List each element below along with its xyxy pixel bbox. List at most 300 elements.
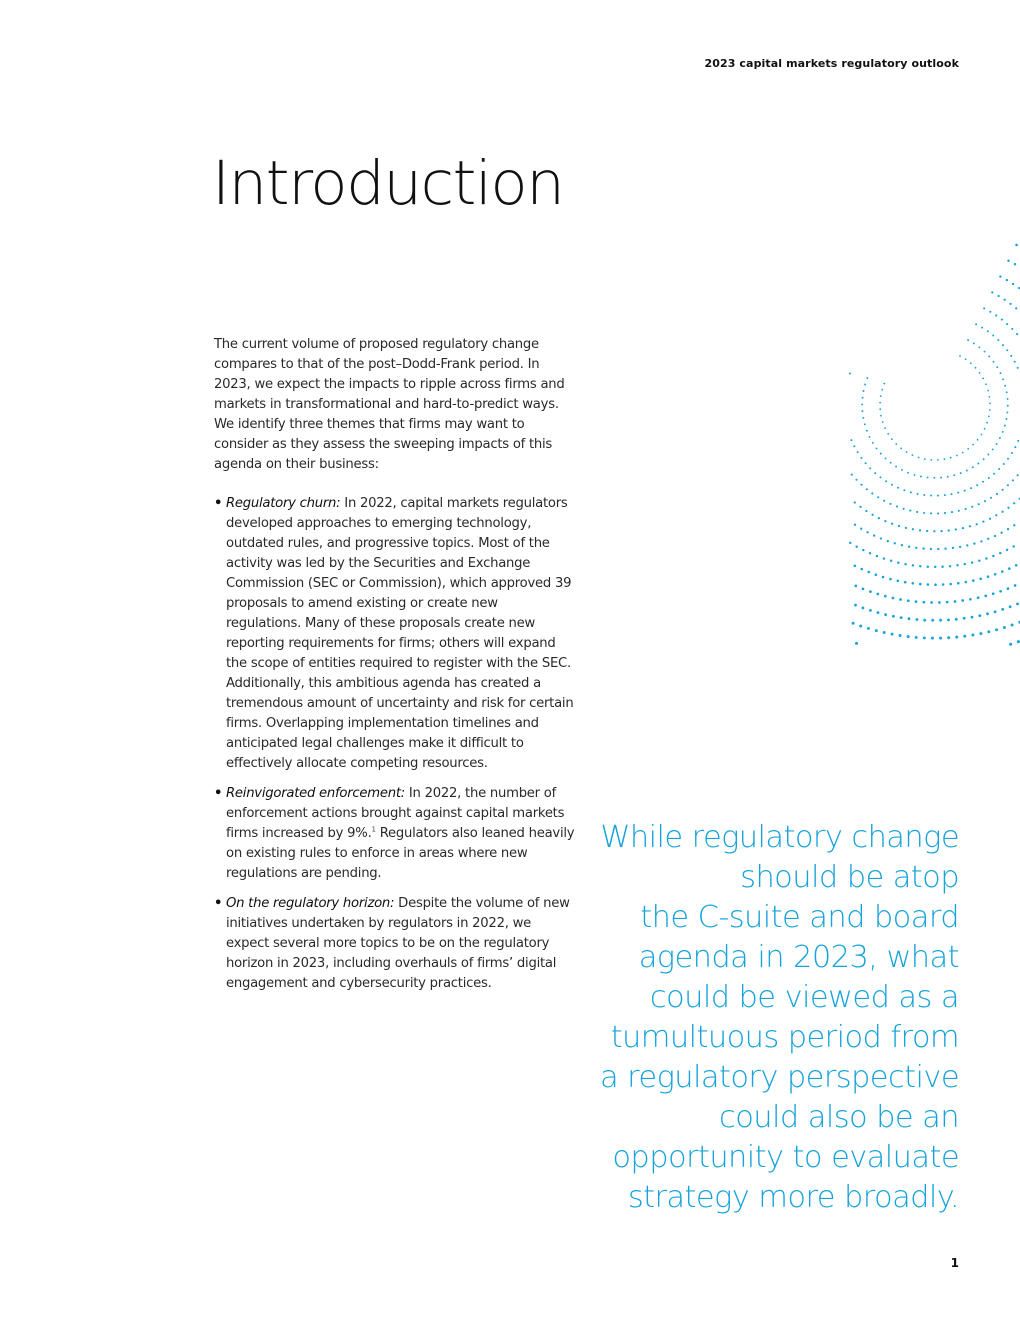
decorative-dot — [890, 560, 892, 562]
decorative-dot — [1017, 640, 1020, 643]
decorative-dot — [966, 544, 968, 546]
decorative-dot — [884, 613, 887, 616]
decorative-dot — [912, 582, 915, 585]
decorative-dot — [1017, 440, 1019, 442]
decorative-dot — [1006, 549, 1008, 551]
decorative-dot — [855, 642, 858, 645]
decorative-dot — [1015, 307, 1017, 309]
pull-quote-line: tumultuous period from — [610, 1020, 959, 1055]
decorative-dot — [1015, 564, 1018, 567]
decorative-dot — [989, 396, 991, 398]
decorative-dot — [972, 466, 974, 468]
decorative-dot — [873, 534, 875, 536]
decorative-dot — [946, 601, 949, 604]
decorative-dot — [975, 323, 977, 325]
decorative-dot — [992, 334, 994, 336]
decorative-dot — [922, 547, 924, 549]
decorative-dot — [914, 474, 916, 476]
intro-paragraph: The current volume of proposed regulatory change compares to that of the post–Dodd-Frank period. In 2023, we expect the impacts to ripple across firms and markets in transformational and hard-to-predict ways. We identify three themes that firms may want to consider as they assess the sweeping impacts of this agenda on their business: — [214, 337, 565, 472]
decorative-dot — [942, 583, 945, 586]
decorative-dot — [884, 520, 886, 522]
decorative-dot — [863, 390, 865, 392]
decorative-dot — [963, 617, 966, 620]
decorative-dot — [903, 508, 905, 510]
decorative-dot — [883, 500, 885, 502]
decorative-dot — [961, 599, 964, 602]
decorative-dot — [880, 395, 882, 397]
decorative-dot — [950, 457, 952, 459]
decorative-dot — [860, 484, 862, 486]
decorative-dot — [849, 372, 851, 374]
decorative-dot — [883, 557, 885, 559]
dotted-arcs-graphic — [595, 165, 1020, 765]
decorative-dot — [859, 506, 861, 508]
decorative-dot — [957, 582, 960, 585]
decorative-dot — [1007, 260, 1009, 262]
decorative-dot — [1001, 511, 1003, 513]
decorative-dot — [971, 634, 974, 637]
decorative-dot — [892, 597, 895, 600]
decorative-dot — [880, 537, 882, 539]
decorative-dot — [1014, 263, 1016, 265]
page-title: Introduction — [212, 148, 564, 219]
decorative-dot — [959, 355, 961, 357]
decorative-dot — [987, 538, 989, 540]
decorative-dot — [978, 503, 980, 505]
decorative-dot — [877, 611, 880, 614]
decorative-dot — [1000, 532, 1002, 534]
decorative-dot — [854, 585, 857, 588]
decorative-dot — [866, 430, 868, 432]
pull-quote-line: could also be an — [719, 1100, 959, 1135]
decorative-dot — [910, 491, 912, 493]
decorative-dot — [883, 383, 885, 385]
decorative-dot — [876, 555, 878, 557]
decorative-dot — [900, 616, 903, 619]
decorative-dot — [1016, 333, 1018, 335]
decorative-dot — [984, 500, 986, 502]
decorative-dot — [1001, 570, 1004, 573]
decorative-dot — [956, 455, 958, 457]
decorative-dot — [933, 477, 935, 479]
list-item-text: In 2022, capital markets regulators developed approaches to emerging technology, outdated rules, and progressive topics. Most of the activity was led by the Securities and Exchange Commission (SEC or Commission), which approved 39 proposals to amend existing or create new regulations. Many of these proposals create new reporting requirements for firms; others will expand the scope of entities required to register with the SEC. Additionally, this ambitious agenda has created a tremendous amount of uncertainty and risk for certain firms. Overlapping implementation timelines and anticipated legal challenges make it difficult to effectively allocate competing resources. — [226, 496, 574, 771]
decorative-dot — [970, 487, 972, 489]
decorative-dot — [865, 462, 867, 464]
decorative-dot — [930, 601, 933, 604]
decorative-dot — [864, 384, 866, 386]
decorative-dot — [901, 544, 903, 546]
decorative-dot — [962, 452, 964, 454]
decorative-dot — [978, 346, 980, 348]
decorative-dot — [866, 488, 868, 490]
decorative-dot — [931, 637, 934, 640]
decorative-dot — [959, 546, 961, 548]
decorative-dot — [978, 559, 980, 561]
decorative-dot — [923, 636, 926, 639]
decorative-dot — [912, 564, 914, 566]
decorative-dot — [887, 433, 889, 435]
decorative-dot — [874, 472, 876, 474]
decorative-dot — [915, 547, 917, 549]
decorative-dot — [1013, 524, 1015, 526]
decorative-dot — [939, 619, 942, 622]
decorative-dot — [930, 494, 932, 496]
decorative-dot — [882, 576, 885, 579]
decorative-dot — [944, 512, 946, 514]
decorative-dot — [996, 493, 998, 495]
decorative-dot — [933, 530, 935, 532]
decorative-dot — [1017, 474, 1019, 476]
decorative-dot — [1011, 452, 1013, 454]
decorative-dot — [1003, 463, 1005, 465]
decorative-dot — [977, 596, 980, 599]
decorative-dot — [896, 505, 898, 507]
decorative-dot — [980, 540, 982, 542]
decorative-dot — [922, 601, 925, 604]
decorative-dot — [971, 616, 974, 619]
decorative-dot — [937, 459, 939, 461]
decorative-dot — [905, 527, 907, 529]
pull-quote-line: agenda in 2023, what — [638, 940, 959, 975]
decorative-dot — [944, 548, 946, 550]
decorative-dot — [976, 523, 978, 525]
pull-quote-line: strategy more broadly. — [627, 1180, 959, 1215]
decorative-dot — [920, 476, 922, 478]
decorative-dot — [955, 618, 958, 621]
decorative-dot — [995, 628, 998, 631]
decorative-dot — [982, 520, 984, 522]
decorative-dot — [907, 635, 910, 638]
decorative-dot — [977, 439, 979, 441]
decorative-dot — [860, 457, 862, 459]
decorative-dot — [991, 291, 993, 293]
decorative-dot — [944, 494, 946, 496]
decorative-dot — [957, 492, 959, 494]
list-item-text: Despite the volume of new initiatives undertaken by regulators in 2022, we expect several more topics to be on the regulatory horizon in 2023, including overhauls of firms’ digital engagement and cybersecurity practices. — [226, 896, 570, 991]
decorative-dot — [1012, 283, 1014, 285]
decorative-dot — [995, 514, 997, 516]
decorative-dot — [876, 447, 878, 449]
decorative-dot — [934, 583, 937, 586]
decorative-dot — [862, 417, 864, 419]
decorative-dot — [941, 565, 943, 567]
decorative-dot — [854, 565, 857, 568]
decorative-dot — [859, 625, 862, 628]
decorative-dot — [964, 490, 966, 492]
decorative-dot — [890, 462, 892, 464]
decorative-dot — [1010, 355, 1012, 357]
decorative-dot — [965, 358, 967, 360]
decorative-dot — [861, 606, 864, 609]
list-item-lead: On the regulatory horizon: — [226, 896, 395, 911]
decorative-dot — [866, 377, 868, 379]
decorative-dot — [869, 552, 871, 554]
decorative-dot — [955, 636, 958, 639]
decorative-dot — [889, 503, 891, 505]
decorative-dot — [1007, 587, 1010, 590]
decorative-dot — [982, 481, 984, 483]
decorative-dot — [981, 327, 983, 329]
decorative-dot — [940, 530, 942, 532]
decorative-dot — [969, 525, 971, 527]
decorative-dot — [915, 636, 918, 639]
decorative-dot — [986, 422, 988, 424]
decorative-dot — [937, 495, 939, 497]
decorative-dot — [885, 457, 887, 459]
decorative-dot — [947, 476, 949, 478]
decorative-dot — [1005, 418, 1007, 420]
decorative-dot — [1000, 372, 1002, 374]
pull-quote — [599, 818, 959, 1218]
decorative-dot — [854, 524, 856, 526]
decorative-dot — [892, 615, 895, 618]
decorative-dot — [930, 512, 932, 514]
decorative-dot — [876, 593, 879, 596]
decorative-dot — [1014, 361, 1016, 363]
decorative-dot — [915, 618, 918, 621]
decorative-dot — [871, 492, 873, 494]
decorative-dot — [908, 617, 911, 620]
decorative-dot — [923, 494, 925, 496]
decorative-dot — [1006, 279, 1008, 281]
decorative-dot — [988, 416, 990, 418]
decorative-dot — [930, 459, 932, 461]
decorative-dot — [861, 403, 863, 405]
decorative-dot — [855, 479, 857, 481]
decorative-dot — [880, 453, 882, 455]
decorative-dot — [994, 610, 997, 613]
decorative-dot — [1007, 507, 1009, 509]
decorative-dot — [985, 383, 987, 385]
decorative-dot — [883, 631, 886, 634]
decorative-dot — [964, 563, 966, 565]
decorative-dot — [927, 583, 930, 586]
decorative-dot — [849, 542, 851, 544]
bullet-icon: • — [214, 896, 223, 911]
decorative-dot — [930, 548, 932, 550]
decorative-dot — [965, 508, 967, 510]
decorative-dot — [979, 372, 981, 374]
decorative-dot — [958, 510, 960, 512]
decorative-dot — [879, 476, 881, 478]
body-column — [214, 335, 576, 1004]
decorative-dot — [947, 618, 950, 621]
decorative-dot — [1001, 608, 1004, 611]
footnote-marker[interactable]: 1 — [371, 825, 376, 834]
decorative-dot — [999, 552, 1001, 554]
decorative-dot — [866, 531, 868, 533]
theme-list — [214, 494, 576, 994]
decorative-dot — [934, 566, 936, 568]
decorative-dot — [994, 535, 996, 537]
decorative-dot — [869, 609, 872, 612]
decorative-dot — [987, 330, 989, 332]
list-item-regulatory-churn — [214, 494, 576, 774]
decorative-dot — [1014, 584, 1017, 587]
decorative-dot — [919, 583, 922, 586]
decorative-dot — [912, 454, 914, 456]
decorative-dot — [881, 389, 883, 391]
decorative-dot — [918, 457, 920, 459]
decorative-dot — [852, 622, 855, 625]
decorative-dot — [978, 614, 981, 617]
decorative-dot — [854, 501, 856, 503]
decorative-dot — [891, 484, 893, 486]
decorative-dot — [988, 355, 990, 357]
decorative-dot — [871, 514, 873, 516]
decorative-dot — [860, 528, 862, 530]
decorative-dot — [906, 451, 908, 453]
decorative-dot — [951, 511, 953, 513]
list-item-text-continued: Regulators also leaned heavily on existing rules to enforce in areas where new regulations are pending. — [226, 826, 575, 881]
decorative-dot — [1008, 567, 1011, 570]
decorative-dot — [903, 489, 905, 491]
decorative-dot — [997, 339, 999, 341]
decorative-dot — [963, 635, 966, 638]
decorative-dot — [875, 629, 878, 632]
decorative-dot — [851, 474, 853, 476]
decorative-dot — [954, 600, 957, 603]
decorative-dot — [967, 339, 969, 341]
decorative-dot — [992, 555, 994, 557]
decorative-dot — [897, 561, 899, 563]
decorative-dot — [1002, 378, 1004, 380]
decorative-dot — [973, 542, 975, 544]
decorative-dot — [899, 598, 902, 601]
decorative-dot — [915, 600, 918, 603]
decorative-dot — [996, 443, 998, 445]
decorative-dot — [970, 362, 972, 364]
decorative-dot — [962, 527, 964, 529]
decorative-dot — [997, 295, 999, 297]
decorative-dot — [865, 510, 867, 512]
decorative-dot — [904, 581, 907, 584]
decorative-dot — [861, 410, 863, 412]
decorative-dot — [869, 590, 872, 593]
decorative-dot — [999, 590, 1002, 593]
decorative-dot — [917, 493, 919, 495]
decorative-dot — [1013, 502, 1015, 504]
decorative-dot — [897, 580, 900, 583]
decorative-dot — [989, 311, 991, 313]
decorative-dot — [967, 448, 969, 450]
decorative-dot — [992, 448, 994, 450]
decorative-dot — [854, 604, 857, 607]
decorative-dot — [887, 540, 889, 542]
decorative-dot — [1015, 244, 1018, 247]
pull-quote-line: the C-suite and board — [640, 900, 959, 935]
decorative-dot — [1009, 643, 1012, 646]
decorative-dot — [878, 517, 880, 519]
decorative-dot — [924, 458, 926, 460]
decorative-dot — [869, 436, 871, 438]
decorative-dot — [860, 568, 863, 571]
decorative-dot — [904, 563, 906, 565]
decorative-dot — [923, 512, 925, 514]
decorative-dot — [1004, 425, 1006, 427]
pull-quote-line: a regulatory perspective — [599, 1060, 959, 1095]
decorative-dot — [1004, 385, 1006, 387]
decorative-dot — [989, 518, 991, 520]
decorative-dot — [966, 470, 968, 472]
decorative-dot — [867, 571, 870, 574]
decorative-dot — [879, 408, 881, 410]
decorative-dot — [1011, 624, 1014, 627]
decorative-dot — [894, 542, 896, 544]
decorative-dot — [853, 445, 855, 447]
decorative-dot — [927, 476, 929, 478]
decorative-dot — [993, 473, 995, 475]
decorative-dot — [993, 361, 995, 363]
pull-quote-line: opportunity to evaluate — [612, 1140, 959, 1175]
decorative-dot — [983, 307, 985, 309]
decorative-dot — [879, 402, 881, 404]
decorative-dot — [850, 439, 852, 441]
decorative-dot — [937, 548, 939, 550]
decorative-dot — [1006, 323, 1008, 325]
decorative-dot — [919, 565, 921, 567]
decorative-dot — [976, 484, 978, 486]
decorative-dot — [983, 458, 985, 460]
decorative-dot — [972, 579, 975, 582]
decorative-dot — [995, 314, 997, 316]
decorative-dot — [912, 528, 914, 530]
list-item-regulatory-horizon — [214, 894, 576, 994]
bullet-icon: • — [214, 496, 223, 511]
decorative-dot — [979, 578, 982, 581]
decorative-dot — [877, 496, 879, 498]
decorative-dot — [994, 573, 997, 576]
decorative-dot — [872, 442, 874, 444]
decorative-dot — [898, 525, 900, 527]
decorative-dot — [1007, 484, 1009, 486]
decorative-dot — [987, 390, 989, 392]
decorative-dot — [982, 378, 984, 380]
decorative-dot — [1007, 405, 1009, 407]
decorative-dot — [1001, 319, 1003, 321]
decorative-dot — [919, 529, 921, 531]
decorative-dot — [977, 463, 979, 465]
decorative-dot — [923, 619, 926, 622]
decorative-dot — [889, 578, 892, 581]
decorative-dot — [916, 511, 918, 513]
decorative-dot — [1003, 626, 1006, 629]
decorative-dot — [926, 530, 928, 532]
decorative-dot — [987, 575, 990, 578]
decorative-dot — [864, 423, 866, 425]
decorative-dot — [988, 477, 990, 479]
decorative-dot — [981, 434, 983, 436]
decorative-dot — [1012, 479, 1014, 481]
decorative-dot — [960, 472, 962, 474]
decorative-dot — [938, 601, 941, 604]
decorative-dot — [880, 415, 882, 417]
decorative-dot — [940, 477, 942, 479]
decorative-dot — [1007, 458, 1009, 460]
decorative-dot — [895, 443, 897, 445]
decorative-dot — [884, 427, 886, 429]
page-number: 1 — [950, 1256, 959, 1270]
decorative-dot — [987, 630, 990, 633]
decorative-dot — [984, 351, 986, 353]
list-item-lead: Reinvigorated enforcement: — [226, 786, 405, 801]
decorative-dot — [931, 619, 934, 622]
decorative-dot — [939, 637, 942, 640]
decorative-dot — [1002, 344, 1004, 346]
decorative-dot — [986, 612, 989, 615]
decorative-dot — [953, 474, 955, 476]
decorative-dot — [908, 546, 910, 548]
